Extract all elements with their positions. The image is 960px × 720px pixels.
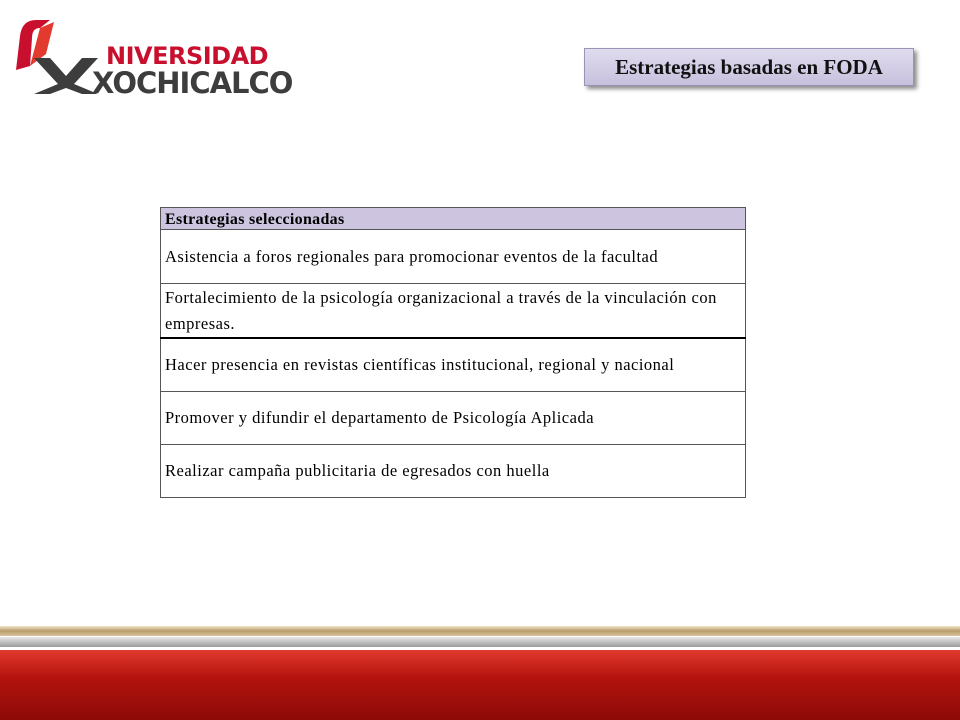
logo-line1: NIVERSIDAD	[106, 42, 269, 70]
table-row	[161, 230, 746, 284]
table-row	[161, 338, 746, 392]
footer-divider-grey	[0, 637, 960, 647]
table-row	[161, 392, 746, 445]
table-row	[161, 445, 746, 498]
strategies-table	[160, 207, 746, 498]
strategy-cell: Realizar campaña publicitaria de egresados con huella	[161, 445, 746, 498]
footer-band	[0, 650, 960, 720]
table-row	[161, 284, 746, 339]
logo-line2: XOCHICALCO	[92, 66, 293, 100]
strategy-cell: Hacer presencia en revistas científicas institucional, regional y nacional	[161, 338, 746, 392]
strategy-cell: Promover y difundir el departamento de Psicología Aplicada	[161, 392, 746, 445]
slide-title: Estrategias basadas en FODA	[584, 48, 914, 86]
strategy-cell: Asistencia a foros regionales para promocionar eventos de la facultad	[161, 230, 746, 284]
table-header-row	[161, 208, 746, 230]
footer-divider-tan	[0, 626, 960, 636]
strategy-cell: Fortalecimiento de la psicología organizacional a través de la vinculación con empresas.	[161, 284, 746, 339]
table-header: Estrategias seleccionadas	[161, 208, 746, 230]
university-logo	[10, 14, 293, 100]
